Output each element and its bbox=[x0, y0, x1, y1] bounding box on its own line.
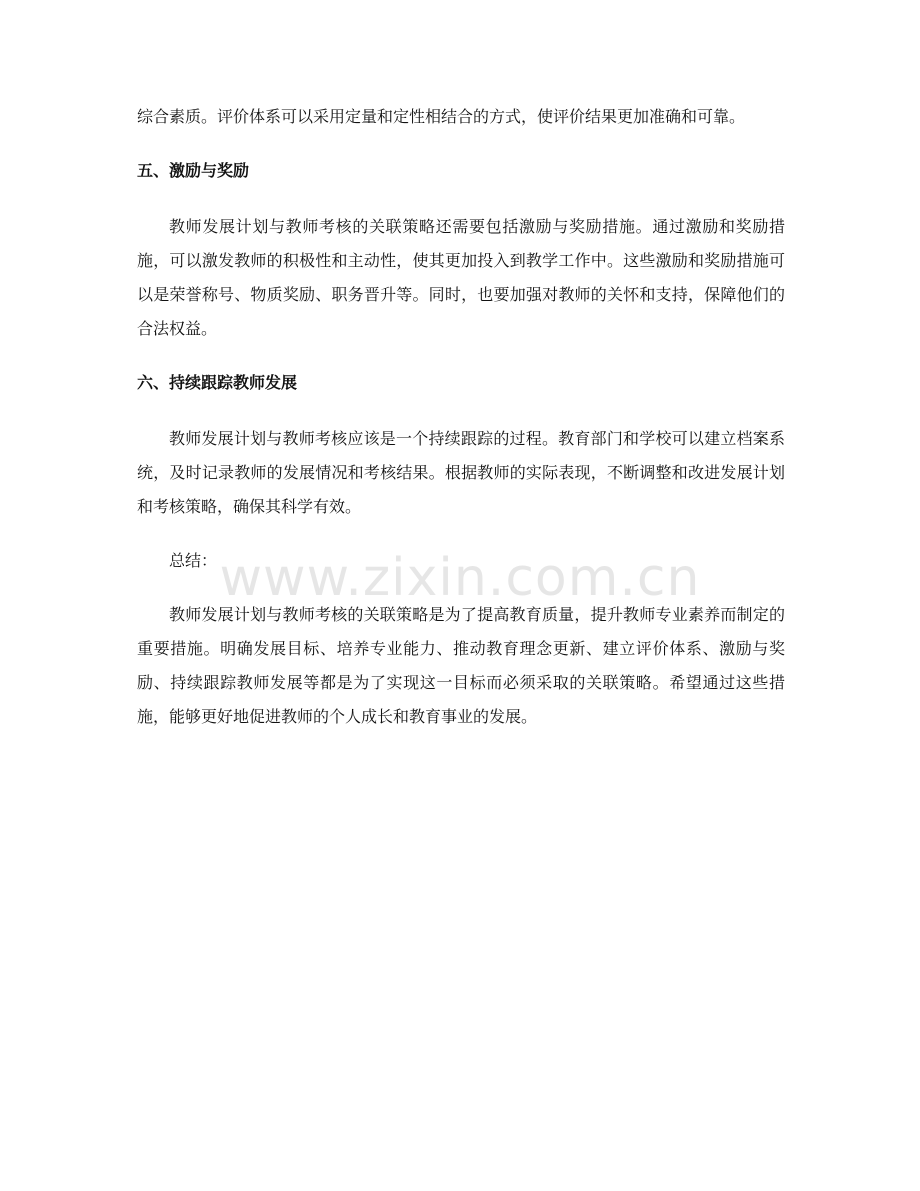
section-6-heading: 六、持续跟踪教师发展 bbox=[137, 373, 298, 392]
section-5-paragraph: 教师发展计划与教师考核的关联策略还需要包括激励与奖励措施。通过激励和奖励措施，可以激发教师的积极性和主动性，使其更加投入到教学工作中。这些激励和奖励措施可以是荣誉称号、物质奖励、职务晋升等。同时，也要加强对教师的关怀和支持，保障他们的合法权益。 bbox=[137, 217, 785, 338]
document-page bbox=[137, 100, 785, 734]
section-6-paragraph: 教师发展计划与教师考核应该是一个持续跟踪的过程。教育部门和学校可以建立档案系统，及时记录教师的发展情况和考核结果。根据教师的实际表现，不断调整和改进发展计划和考核策略，确保其科学有效。 bbox=[137, 429, 785, 516]
intro-paragraph-tail: 综合素质。评价体系可以采用定量和定性相结合的方式，使评价结果更加准确和可靠。 bbox=[137, 107, 746, 126]
summary-paragraph: 教师发展计划与教师考核的关联策略是为了提高教育质量，提升教师专业素养而制定的重要措施。明确发展目标、培养专业能力、推动教育理念更新、建立评价体系、激励与奖励、持续跟踪教师发展等都是为了实现这一目标而必须采取的关联策略。希望通过这些措施，能够更好地促进教师的个人成长和教育事业的发展。 bbox=[137, 605, 785, 726]
section-5-heading: 五、激励与奖励 bbox=[137, 161, 250, 180]
watermark: www.zixin.com.cn bbox=[219, 548, 701, 608]
summary-label: 总结： bbox=[169, 551, 218, 570]
